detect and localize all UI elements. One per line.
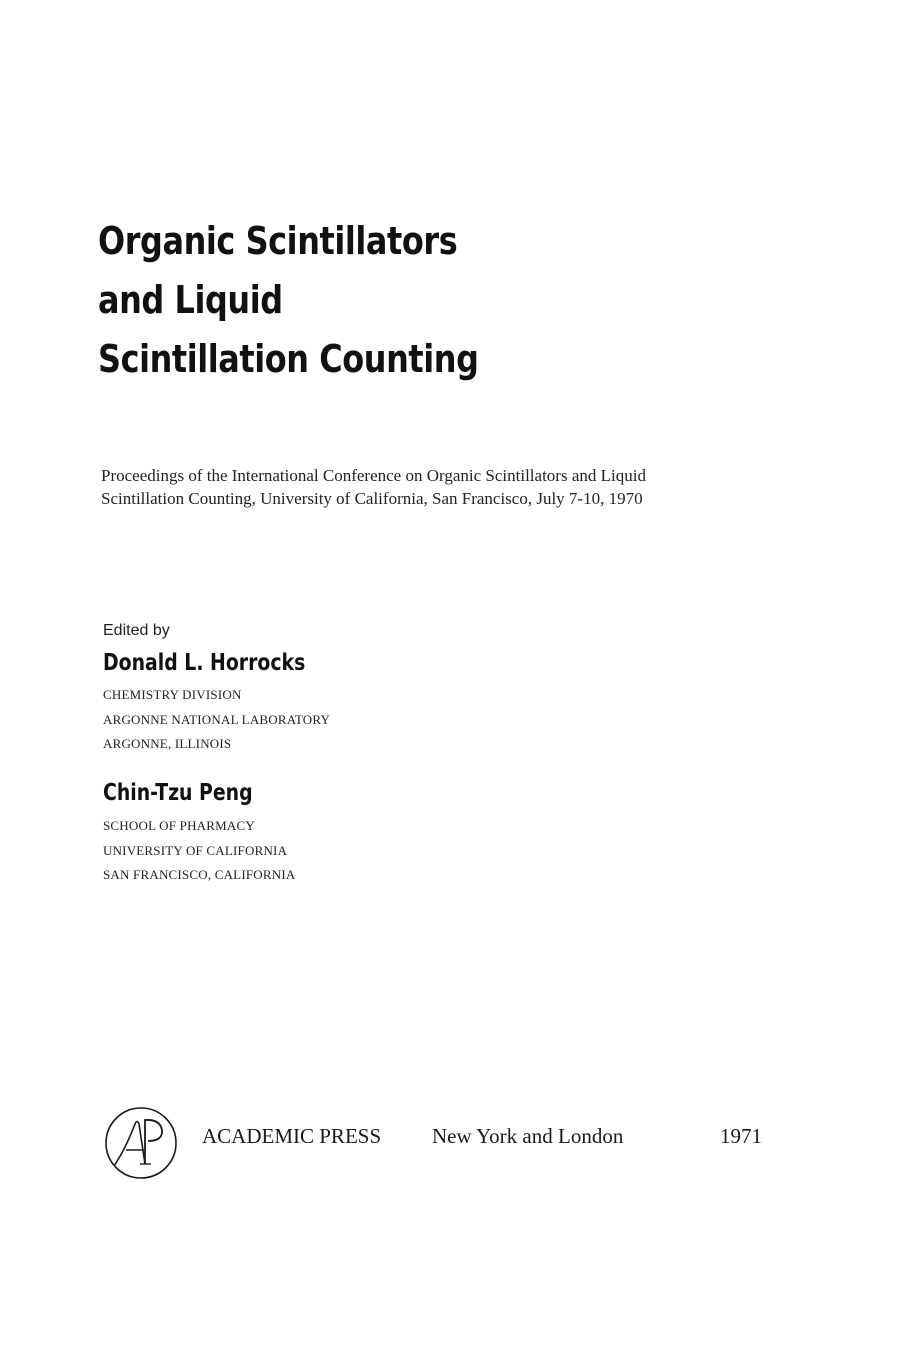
affiliation-line: ARGONNE NATIONAL LABORATORY [103, 711, 331, 727]
affiliation-line: CHEMISTRY DIVISION [103, 687, 242, 702]
editor-affiliation [103, 814, 295, 888]
title-line-1: Organic Scintillators [98, 219, 458, 263]
title-line-3: Scintillation Counting [98, 337, 479, 381]
editor-name: Chin-Tzu Peng [103, 780, 253, 806]
publisher-place: New York and London [432, 1124, 624, 1148]
edited-by-label: Edited by [103, 622, 170, 639]
title-line-2: and Liquid [98, 278, 283, 322]
proceedings-note [101, 464, 801, 510]
editor-name: Donald L. Horrocks [103, 650, 306, 676]
publisher-name: ACADEMIC PRESS [202, 1124, 382, 1148]
affiliation-line: SCHOOL OF PHARMACY [103, 818, 255, 833]
editor-affiliation [103, 683, 330, 757]
proceedings-line-1: Proceedings of the International Conference on Organic Scintillators and Liquid [101, 466, 646, 485]
affiliation-line: SAN FRANCISCO, CALIFORNIA [103, 867, 296, 882]
publication-year: 1971 [720, 1124, 762, 1148]
book-title [98, 212, 479, 389]
proceedings-line-2: Scintillation Counting, University of California, San Francisco, July 7-10, 1970 [101, 489, 643, 508]
affiliation-line: UNIVERSITY OF CALIFORNIA [103, 842, 288, 858]
affiliation-line: ARGONNE, ILLINOIS [103, 736, 232, 751]
academic-press-logo-icon [104, 1106, 178, 1180]
